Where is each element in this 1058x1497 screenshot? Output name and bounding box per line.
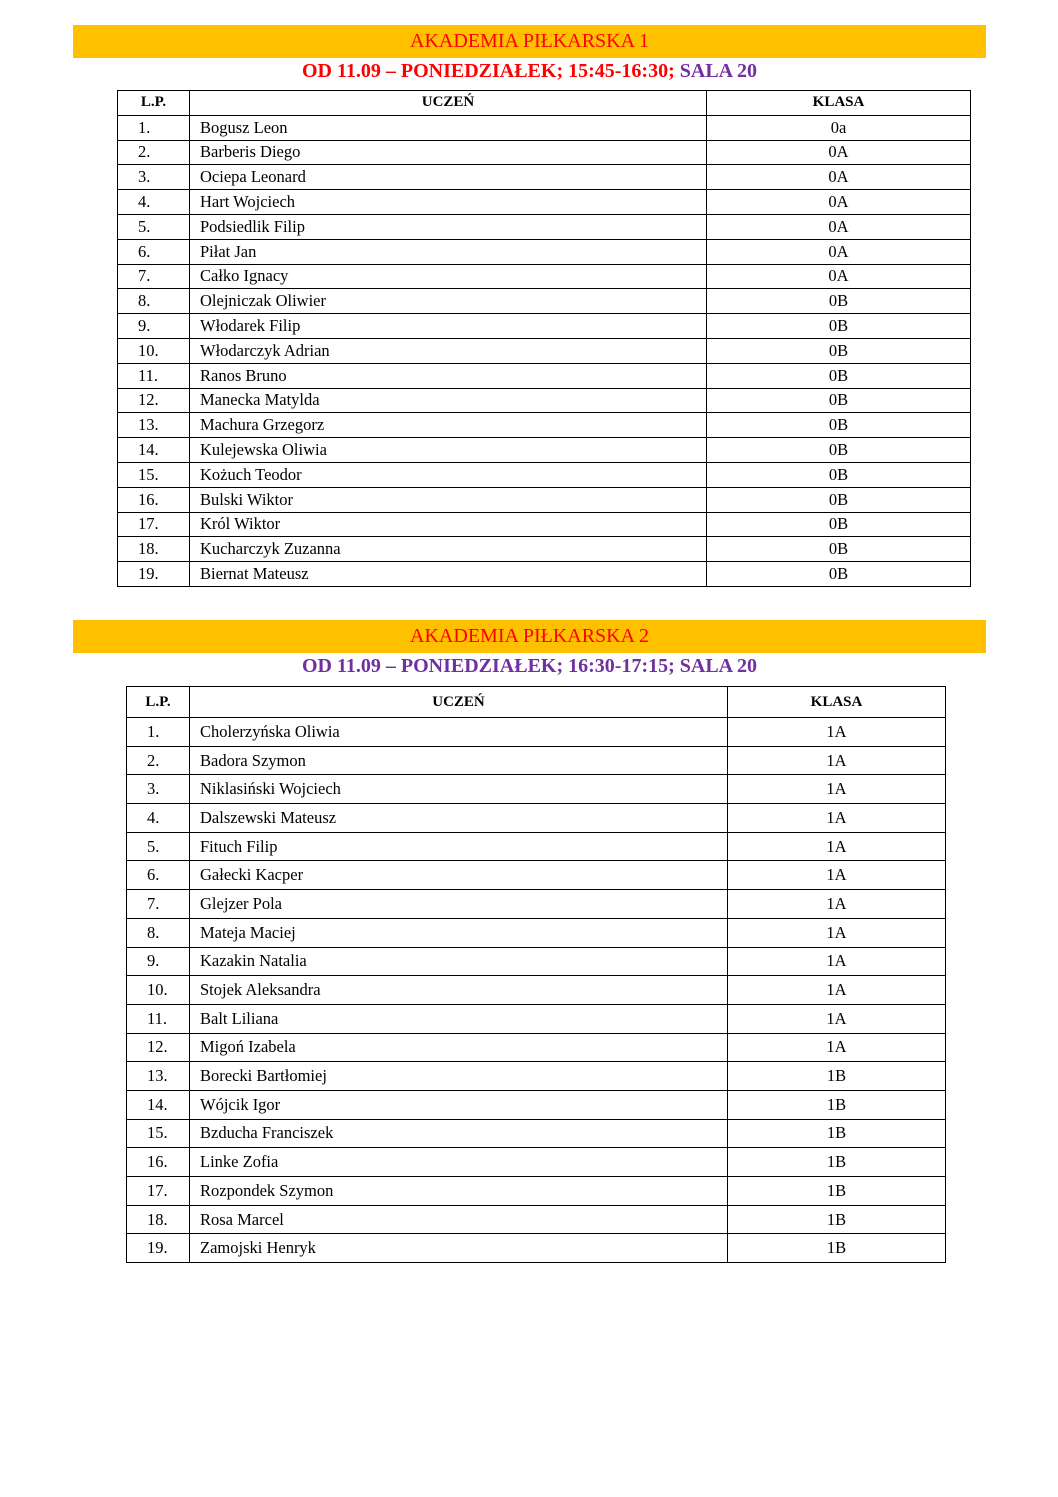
student-class: 1B [728,1090,946,1119]
table-row [118,140,971,165]
student-name: Kożuch Teodor [190,462,707,487]
row-number: 15. [127,1119,190,1148]
table-row [118,413,971,438]
student-class: 0B [707,314,971,339]
student-name: Dalszewski Mateusz [190,804,728,833]
student-class: 0B [707,462,971,487]
row-number: 3. [118,165,190,190]
student-class: 1A [728,890,946,919]
student-class: 0B [707,413,971,438]
table-row [127,1119,946,1148]
row-number: 7. [118,264,190,289]
student-name: Glejzer Pola [190,890,728,919]
table-header-row [127,687,946,718]
table-row [127,976,946,1005]
student-class: 1B [728,1062,946,1091]
row-number: 5. [118,214,190,239]
row-number: 4. [127,804,190,833]
row-number: 10. [118,338,190,363]
student-name: Rosa Marcel [190,1205,728,1234]
row-number: 12. [118,388,190,413]
student-class: 0B [707,363,971,388]
student-class: 0A [707,190,971,215]
header-lp: L.P. [127,687,190,718]
table-row [118,264,971,289]
student-name: Piłat Jan [190,239,707,264]
student-name: Biernat Mateusz [190,562,707,587]
student-class: 0B [707,512,971,537]
student-name: Król Wiktor [190,512,707,537]
student-name: Ranos Bruno [190,363,707,388]
table-row [118,338,971,363]
row-number: 8. [127,918,190,947]
section1-table [117,90,971,587]
row-number: 17. [118,512,190,537]
header-student: UCZEŃ [190,91,707,116]
student-name: Manecka Matylda [190,388,707,413]
student-name: Badora Szymon [190,746,728,775]
student-class: 0B [707,289,971,314]
student-name: Kucharczyk Zuzanna [190,537,707,562]
table-row [127,861,946,890]
row-number: 14. [118,438,190,463]
student-class: 1B [728,1205,946,1234]
student-class: 1A [728,718,946,747]
student-name: Bzducha Franciszek [190,1119,728,1148]
table-row [127,918,946,947]
student-class: 1A [728,832,946,861]
student-class: 0A [707,214,971,239]
student-name: Włodarek Filip [190,314,707,339]
student-class: 1A [728,918,946,947]
section1-subtitle [73,57,986,85]
table-row [127,1205,946,1234]
student-class: 0B [707,537,971,562]
row-number: 11. [118,363,190,388]
table-row [118,214,971,239]
row-number: 5. [127,832,190,861]
row-number: 16. [118,487,190,512]
student-class: 0B [707,388,971,413]
table-row [127,1033,946,1062]
student-name: Kulejewska Oliwia [190,438,707,463]
student-class: 1B [728,1234,946,1263]
student-name: Niklasiński Wojciech [190,775,728,804]
student-name: Wójcik Igor [190,1090,728,1119]
row-number: 18. [127,1205,190,1234]
table-row [127,1090,946,1119]
table-row [118,190,971,215]
student-class: 1A [728,861,946,890]
section2-title: AKADEMIA PIŁKARSKA 2 [73,620,986,653]
student-class: 0B [707,338,971,363]
row-number: 1. [127,718,190,747]
student-class: 1A [728,976,946,1005]
row-number: 12. [127,1033,190,1062]
student-class: 0B [707,487,971,512]
row-number: 13. [127,1062,190,1091]
table-row [127,775,946,804]
student-class: 0a [707,115,971,140]
student-class: 1A [728,746,946,775]
student-name: Rozpondek Szymon [190,1177,728,1206]
section2-table [126,686,946,1263]
row-number: 7. [127,890,190,919]
section1-subtitle-room: SALA 20 [679,60,758,82]
table-row [127,832,946,861]
table-row [127,1062,946,1091]
student-name: Stojek Aleksandra [190,976,728,1005]
student-class: 0B [707,562,971,587]
row-number: 18. [118,537,190,562]
student-class: 0A [707,140,971,165]
row-number: 13. [118,413,190,438]
row-number: 2. [127,746,190,775]
student-name: Bogusz Leon [190,115,707,140]
student-name: Balt Liliana [190,1004,728,1033]
section1-title: AKADEMIA PIŁKARSKA 1 [73,25,986,58]
student-name: Borecki Bartłomiej [190,1062,728,1091]
student-name: Migoń Izabela [190,1033,728,1062]
table-row [118,462,971,487]
student-name: Machura Grzegorz [190,413,707,438]
student-name: Podsiedlik Filip [190,214,707,239]
table-row [127,718,946,747]
table-row [127,890,946,919]
student-class: 0B [707,438,971,463]
student-name: Cholerzyńska Oliwia [190,718,728,747]
header-class: KLASA [728,687,946,718]
section1-subtitle-main: OD 11.09 – PONIEDZIAŁEK; 15:45-16:30; [301,60,680,82]
table-row [127,1234,946,1263]
header-student: UCZEŃ [190,687,728,718]
student-name: Ociepa Leonard [190,165,707,190]
student-name: Bulski Wiktor [190,487,707,512]
table-row [127,1004,946,1033]
table-row [118,165,971,190]
student-class: 1B [728,1177,946,1206]
row-number: 15. [118,462,190,487]
student-name: Fituch Filip [190,832,728,861]
table-row [118,363,971,388]
table-row [118,512,971,537]
table-row [118,562,971,587]
student-name: Włodarczyk Adrian [190,338,707,363]
table-row [118,239,971,264]
student-name: Całko Ignacy [190,264,707,289]
row-number: 1. [118,115,190,140]
table-row [127,947,946,976]
table-row [118,487,971,512]
row-number: 4. [118,190,190,215]
student-class: 1A [728,947,946,976]
row-number: 11. [127,1004,190,1033]
row-number: 8. [118,289,190,314]
student-name: Gałecki Kacper [190,861,728,890]
student-name: Linke Zofia [190,1148,728,1177]
student-name: Mateja Maciej [190,918,728,947]
table-row [127,804,946,833]
row-number: 16. [127,1148,190,1177]
row-number: 17. [127,1177,190,1206]
student-class: 1A [728,775,946,804]
table-row [118,314,971,339]
row-number: 14. [127,1090,190,1119]
table-row [118,537,971,562]
section2-subtitle: OD 11.09 – PONIEDZIAŁEK; 16:30-17:15; SALA 20 [301,655,758,677]
student-class: 0A [707,165,971,190]
header-class: KLASA [707,91,971,116]
table-row [127,1177,946,1206]
student-class: 1B [728,1148,946,1177]
row-number: 3. [127,775,190,804]
student-class: 1A [728,804,946,833]
table-row [118,388,971,413]
student-name: Barberis Diego [190,140,707,165]
student-class: 1B [728,1119,946,1148]
header-lp: L.P. [118,91,190,116]
row-number: 6. [118,239,190,264]
student-name: Kazakin Natalia [190,947,728,976]
table-header-row [118,91,971,116]
table-row [118,289,971,314]
table-row [118,438,971,463]
row-number: 2. [118,140,190,165]
row-number: 19. [118,562,190,587]
student-class: 1A [728,1004,946,1033]
table-row [118,115,971,140]
row-number: 10. [127,976,190,1005]
student-class: 0A [707,264,971,289]
student-name: Zamojski Henryk [190,1234,728,1263]
student-class: 1A [728,1033,946,1062]
student-class: 0A [707,239,971,264]
row-number: 19. [127,1234,190,1263]
student-name: Olejniczak Oliwier [190,289,707,314]
table-row [127,1148,946,1177]
table-row [127,746,946,775]
row-number: 9. [127,947,190,976]
row-number: 9. [118,314,190,339]
row-number: 6. [127,861,190,890]
student-name: Hart Wojciech [190,190,707,215]
